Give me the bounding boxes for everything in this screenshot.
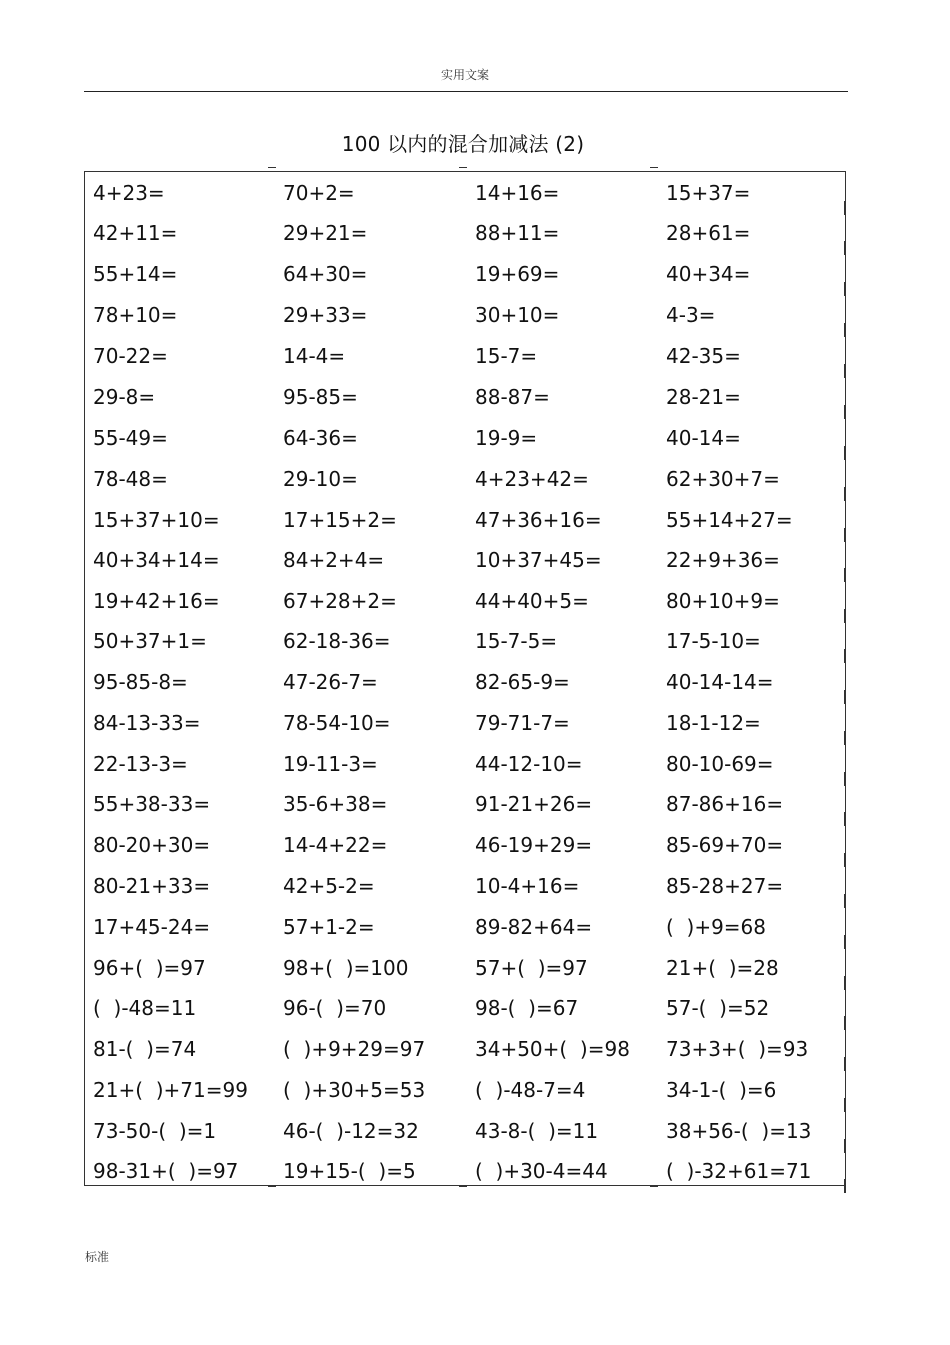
row-edge-mark xyxy=(844,731,846,745)
column-tick-mark xyxy=(459,167,467,168)
problem-cell: 15+37+10= xyxy=(93,508,220,532)
row-edge-mark xyxy=(844,853,846,867)
row-edge-mark xyxy=(844,690,846,704)
problem-row xyxy=(85,377,845,417)
problem-row xyxy=(85,1029,845,1069)
problem-cell: 40+34= xyxy=(666,262,751,286)
problem-cell: 19+69= xyxy=(475,262,560,286)
problem-cell: 85-69+70= xyxy=(666,833,784,857)
problem-cell: 40+34+14= xyxy=(93,548,220,572)
problem-cell: 22+9+36= xyxy=(666,548,780,572)
problem-cell: 79-71-7= xyxy=(475,711,570,735)
problem-cell: 47-26-7= xyxy=(283,670,378,694)
row-edge-mark xyxy=(844,282,846,296)
problem-cell: 62-18-36= xyxy=(283,629,391,653)
problem-cell: 46-19+29= xyxy=(475,833,593,857)
problem-cell: 46-( )-12=32 xyxy=(283,1119,419,1143)
row-edge-mark xyxy=(844,1098,846,1112)
problem-cell: 18-1-12= xyxy=(666,711,761,735)
problem-cell: 80-21+33= xyxy=(93,874,211,898)
column-tick-mark xyxy=(268,1186,276,1187)
problem-cell: 67+28+2= xyxy=(283,589,397,613)
problem-row xyxy=(85,500,845,540)
row-edge-mark xyxy=(844,1016,846,1030)
problem-row xyxy=(85,173,845,213)
problem-cell: 15-7= xyxy=(475,344,538,368)
problem-cell: 42+5-2= xyxy=(283,874,375,898)
row-edge-mark xyxy=(844,241,846,255)
problem-cell: 64-36= xyxy=(283,426,358,450)
problem-cell: 57-( )=52 xyxy=(666,996,770,1020)
row-edge-mark xyxy=(844,528,846,542)
problem-cell: 4+23= xyxy=(93,181,165,205)
problem-cell: 10+37+45= xyxy=(475,548,602,572)
row-edge-mark xyxy=(844,405,846,419)
problem-cell: 88-87= xyxy=(475,385,550,409)
problem-cell: 82-65-9= xyxy=(475,670,570,694)
problem-cell: 73-50-( )=1 xyxy=(93,1119,217,1143)
problem-table xyxy=(84,171,846,1186)
problem-cell: 38+56-( )=13 xyxy=(666,1119,812,1143)
problem-cell: 22-13-3= xyxy=(93,752,188,776)
problem-cell: 28+61= xyxy=(666,221,751,245)
problem-row xyxy=(85,1070,845,1110)
row-edge-mark xyxy=(844,1179,846,1193)
row-edge-mark xyxy=(844,976,846,990)
problem-cell: 4+23+42= xyxy=(475,467,589,491)
problem-cell: 96-( )=70 xyxy=(283,996,387,1020)
problem-cell: 35-6+38= xyxy=(283,792,388,816)
row-edge-mark xyxy=(844,487,846,501)
row-edge-mark xyxy=(844,772,846,786)
problem-cell: 80-20+30= xyxy=(93,833,211,857)
problem-cell: 96+( )=97 xyxy=(93,956,206,980)
problem-cell: 70-22= xyxy=(93,344,168,368)
problem-cell: 55+14= xyxy=(93,262,178,286)
problem-cell: 91-21+26= xyxy=(475,792,593,816)
problem-row xyxy=(85,744,845,784)
row-edge-mark xyxy=(844,568,846,582)
problem-cell: 50+37+1= xyxy=(93,629,207,653)
problem-cell: 29-8= xyxy=(93,385,156,409)
problem-cell: 14-4= xyxy=(283,344,346,368)
problem-cell: 19+42+16= xyxy=(93,589,220,613)
problem-cell: 64+30= xyxy=(283,262,368,286)
problem-cell: 34-1-( )=6 xyxy=(666,1078,777,1102)
problem-row xyxy=(85,662,845,702)
problem-cell: 21+( )+71=99 xyxy=(93,1078,248,1102)
problem-row xyxy=(85,907,845,947)
problem-cell: 89-82+64= xyxy=(475,915,593,939)
problem-cell: 85-28+27= xyxy=(666,874,784,898)
column-tick-mark xyxy=(650,1186,658,1187)
row-edge-mark xyxy=(844,894,846,908)
row-edge-mark xyxy=(844,609,846,623)
problem-cell: 19+15-( )=5 xyxy=(283,1159,416,1183)
problem-cell: 17+45-24= xyxy=(93,915,211,939)
problem-cell: 44+40+5= xyxy=(475,589,589,613)
problem-cell: 17+15+2= xyxy=(283,508,397,532)
header-divider xyxy=(84,91,848,92)
problem-row xyxy=(85,459,845,499)
column-tick-mark xyxy=(268,167,276,168)
problem-cell: 98+( )=100 xyxy=(283,956,409,980)
problem-cell: 29-10= xyxy=(283,467,358,491)
problem-cell: 10-4+16= xyxy=(475,874,580,898)
problem-row xyxy=(85,295,845,335)
problem-cell: ( )+30-4=44 xyxy=(475,1159,608,1183)
problem-cell: 62+30+7= xyxy=(666,467,780,491)
problem-cell: 55-49= xyxy=(93,426,168,450)
problem-cell: 57+1-2= xyxy=(283,915,375,939)
problem-row xyxy=(85,336,845,376)
problem-row xyxy=(85,988,845,1028)
problem-cell: 40-14-14= xyxy=(666,670,774,694)
problem-cell: 44-12-10= xyxy=(475,752,583,776)
problem-cell: 81-( )=74 xyxy=(93,1037,197,1061)
problem-cell: 19-11-3= xyxy=(283,752,378,776)
problem-row xyxy=(85,866,845,906)
problem-cell: 78-54-10= xyxy=(283,711,391,735)
problem-cell: ( )-48-7=4 xyxy=(475,1078,586,1102)
row-edge-mark xyxy=(844,812,846,826)
problem-cell: 34+50+( )=98 xyxy=(475,1037,630,1061)
problem-row xyxy=(85,621,845,661)
problem-cell: ( )-32+61=71 xyxy=(666,1159,812,1183)
problem-cell: 15+37= xyxy=(666,181,751,205)
row-edge-mark xyxy=(844,1139,846,1153)
problem-cell: 29+33= xyxy=(283,303,368,327)
column-tick-mark xyxy=(459,1186,467,1187)
row-edge-mark xyxy=(844,323,846,337)
problem-cell: 29+21= xyxy=(283,221,368,245)
problem-cell: 80+10+9= xyxy=(666,589,780,613)
problem-cell: 55+14+27= xyxy=(666,508,793,532)
row-edge-mark xyxy=(844,935,846,949)
problem-cell: 84+2+4= xyxy=(283,548,385,572)
problem-row xyxy=(85,213,845,253)
problem-row xyxy=(85,540,845,580)
row-edge-mark xyxy=(844,446,846,460)
row-edge-mark xyxy=(844,364,846,378)
problem-cell: 73+3+( )=93 xyxy=(666,1037,809,1061)
worksheet-title: 100 以内的混合加减法 (2) xyxy=(341,132,585,156)
problem-cell: 80-10-69= xyxy=(666,752,774,776)
problem-cell: 15-7-5= xyxy=(475,629,558,653)
problem-row xyxy=(85,1151,845,1191)
problem-cell: 4-3= xyxy=(666,303,716,327)
problem-cell: 47+36+16= xyxy=(475,508,602,532)
problem-cell: 57+( )=97 xyxy=(475,956,588,980)
problem-cell: 17-5-10= xyxy=(666,629,761,653)
problem-cell: 55+38-33= xyxy=(93,792,211,816)
problem-cell: 40-14= xyxy=(666,426,741,450)
problem-cell: 21+( )=28 xyxy=(666,956,779,980)
problem-cell: ( )+30+5=53 xyxy=(283,1078,426,1102)
problem-cell: 70+2= xyxy=(283,181,355,205)
problem-cell: 30+10= xyxy=(475,303,560,327)
row-edge-mark xyxy=(844,201,846,215)
problem-cell: 28-21= xyxy=(666,385,741,409)
problem-row xyxy=(85,581,845,621)
problem-cell: 95-85= xyxy=(283,385,358,409)
problem-cell: 14-4+22= xyxy=(283,833,388,857)
problem-row xyxy=(85,825,845,865)
problem-cell: 19-9= xyxy=(475,426,538,450)
problem-cell: 42+11= xyxy=(93,221,178,245)
problem-cell: 78+10= xyxy=(93,303,178,327)
problem-row xyxy=(85,418,845,458)
problem-cell: 98-( )=67 xyxy=(475,996,579,1020)
problem-row xyxy=(85,948,845,988)
problem-cell: 42-35= xyxy=(666,344,741,368)
problem-cell: 88+11= xyxy=(475,221,560,245)
problem-cell: 87-86+16= xyxy=(666,792,784,816)
page-header: 实用文案 xyxy=(440,68,489,82)
problem-row xyxy=(85,784,845,824)
row-edge-mark xyxy=(844,649,846,663)
problem-row xyxy=(85,703,845,743)
problem-cell: ( )-48=11 xyxy=(93,996,197,1020)
problem-cell: ( )+9=68 xyxy=(666,915,767,939)
problem-cell: 14+16= xyxy=(475,181,560,205)
problem-cell: 98-31+( )=97 xyxy=(93,1159,239,1183)
problem-row xyxy=(85,1111,845,1151)
column-tick-mark xyxy=(650,167,658,168)
problem-row xyxy=(85,254,845,294)
problem-cell: 78-48= xyxy=(93,467,168,491)
problem-cell: 84-13-33= xyxy=(93,711,201,735)
row-edge-mark xyxy=(844,1057,846,1071)
page-footer: 标准 xyxy=(85,1250,110,1264)
problem-cell: 43-8-( )=11 xyxy=(475,1119,599,1143)
problem-cell: 95-85-8= xyxy=(93,670,188,694)
problem-cell: ( )+9+29=97 xyxy=(283,1037,426,1061)
